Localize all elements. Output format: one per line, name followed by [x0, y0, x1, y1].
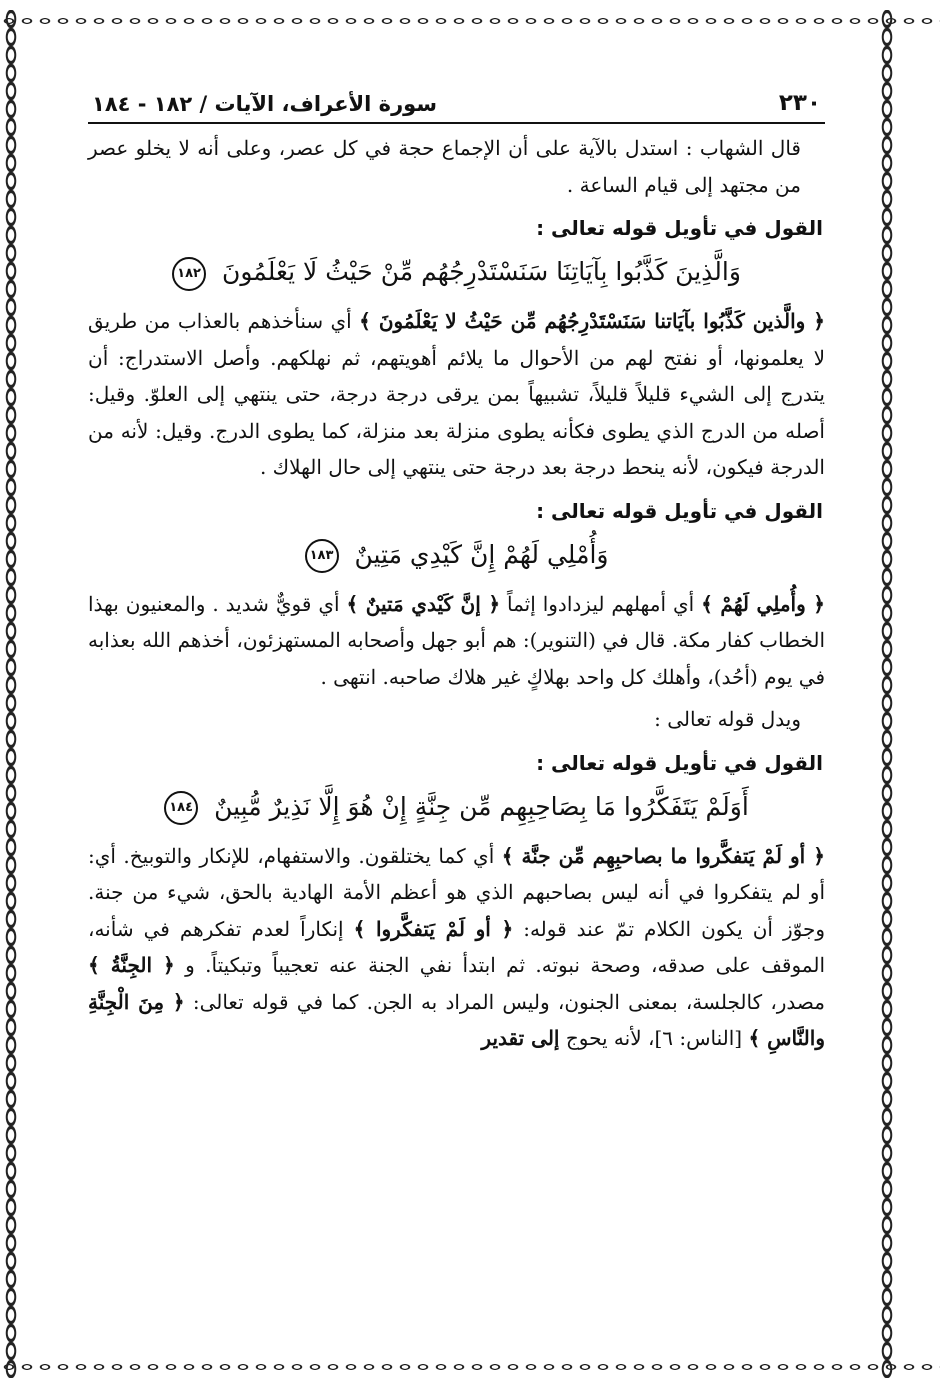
tafsir-text-bold: إلى تقدير [481, 1026, 560, 1050]
verse-quote: ﴿ إنَّ كَيْدي مَتينٌ ﴾ [346, 591, 501, 616]
page-number: ٢٣٠ [778, 90, 821, 116]
tafsir-text: أي كما يختلقون. والاستفهام، للإنكار والتوبيخ. أي: أو لم يتفكروا في أنه ليس بصاحبهم الذي هو أعظم الأمة الهادية بالحق، شيء من جنة. وجوّز أن يكون الكلام تمّ عند قوله: [88, 843, 825, 941]
ornamental-border-top [0, 10, 940, 32]
tafsir-text: إنكاراً لعدم تفكرهم في شأنه، الموقف على صدقه، وصحة نبوته. ثم ابتدأ نفي الجنة عنه تعجيباً وتبكيتاً. و [88, 916, 826, 977]
header-title: سورة الأعراف، الآيات / ١٨٢ - ١٨٤ [92, 92, 437, 116]
ornamental-border-right [876, 10, 898, 1378]
verse-quote: ﴿ وأُملِي لَهُمْ ﴾ [701, 591, 826, 616]
ayah-number-marker: ١٨٤ [164, 791, 198, 825]
ayah-number-marker: ١٨٣ [305, 539, 339, 573]
tafsir-text: أي أمهلهم ليزدادوا إثماً [507, 591, 695, 616]
verse-quote: ﴿ أو لَمْ يَتفكَّروا ﴾ [353, 916, 514, 941]
page-content [88, 84, 825, 1057]
verse-text: أَوَلَمْ يَتَفَكَّرُوا مَا بِصَاحِبِهِم مِّن جِنَّةٍ إِنْ هُوَ إِلَّا نَذِيرٌ مُّبِينٌ [214, 791, 749, 821]
section-heading: القول في تأويل قوله تعالى : [536, 750, 823, 775]
quran-verse [88, 247, 825, 297]
tafsir-text: أي قويٌّ شديد . والمعنيون بهذا الخطاب كفار مكة. قال في (التنوير): هم أبو جهل وأصحابه المستهزئون، أخذهم الله بعذابه في يوم (أحُد)، وأهلك كل واحد بهلاكٍ غير هلاك صاحبه. انتهى . [88, 591, 825, 689]
running-header [88, 84, 825, 124]
tafsir-text: أي سنأخذهم بالعذاب من طريق لا يعلمونها، أو نفتح لهم من الأحوال ما يلائم أهويتهم، ثم نهلكهم. وأصل الاستدراج: أن يتدرج إلى الشيء قليلاً قليلاً، تشبيهاً بمن يرقى درجة درجة، حتى ينتهي إلى العلوّ. وقيل: أصله من الدرج الذي يطوى فكأنه يطوى منزلة بعد منزلة، كما يطوى الدرج. وقيل: لأنه من الدرجة فيكون، لأنه ينحط درجة بعد درجة حتى ينتهي إلى حال الهلاك . [88, 309, 825, 479]
verse-text: وَأُمْلِي لَهُمْ إِنَّ كَيْدِي مَتِينٌ [354, 539, 609, 569]
tafsir-text: [الناس: ٦]، لأنه يحوج [565, 1026, 743, 1050]
section-heading: القول في تأويل قوله تعالى : [536, 216, 823, 240]
verse-quote: ﴿ والَّذين كَذَّبُوا بآيَاتنا سَنَسْتَدْرِجُهُم مِّن حَيْثُ لا يَعْلَمُونَ ﴾ [359, 309, 826, 333]
quran-verse [88, 530, 825, 580]
paragraph-tafsir [88, 838, 825, 1057]
section-heading: القول في تأويل قوله تعالى : [536, 498, 823, 523]
tafsir-text: مصدر، كالجلسة، بمعنى الجنون، وليس المراد به الجن. كما في قوله تعالى: [192, 989, 825, 1014]
quran-verse [88, 782, 825, 832]
paragraph-shihab: قال الشهاب : استدل بالآية على أن الإجماع حجة في كل عصر، وعلى أنه لا يخلو عصر من مجتهد إلى قيام الساعة . [88, 136, 801, 197]
ornamental-border-left [0, 10, 22, 1378]
ayah-number-marker: ١٨٢ [172, 257, 206, 291]
verse-quote: ﴿ أو لَمْ يَتفكَّروا ما بصاحبِهِم مِّن جنَّة ﴾ [501, 843, 825, 868]
verse-quote: ﴿ مِنَ الْجِنَّةِ والنَّاسِ ﴾ [88, 989, 825, 1050]
paragraph-tafsir [88, 586, 825, 696]
verse-quote: ﴿ الجِنَّةُ ﴾ [88, 953, 175, 977]
ornamental-border-bottom [0, 1356, 940, 1378]
paragraph-short: ويدل قوله تعالى : [654, 707, 801, 731]
verse-text: وَالَّذِينَ كَذَّبُوا بِآيَاتِنَا سَنَسْتَدْرِجُهُم مِّنْ حَيْثُ لَا يَعْلَمُونَ [222, 257, 741, 286]
paragraph-tafsir [88, 303, 825, 486]
